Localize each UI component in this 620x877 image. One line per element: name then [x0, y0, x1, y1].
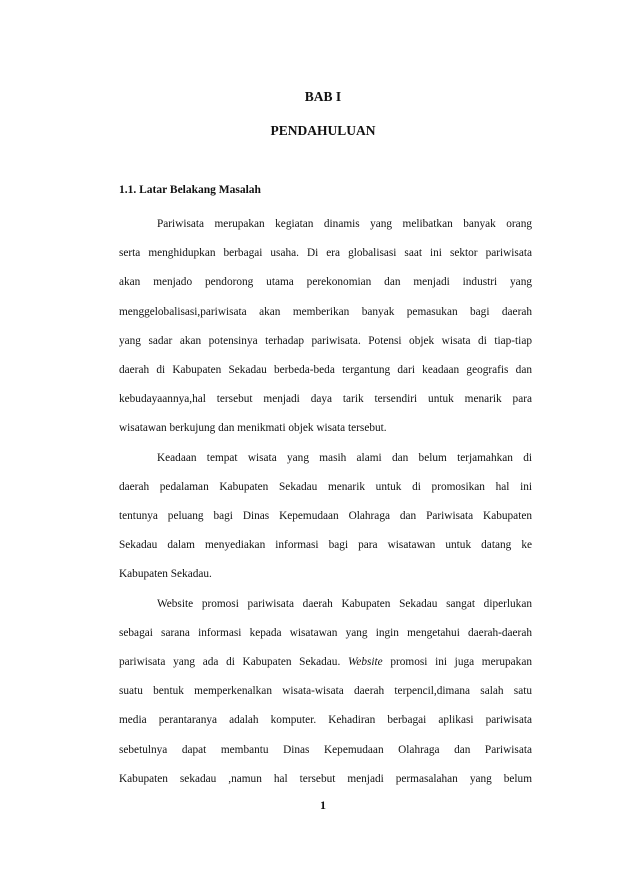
- text-line: Kabupaten Sekadau.: [119, 568, 212, 581]
- text-line: media perantaranya adalah komputer. Kehadiran berbagai aplikasi pariwisata: [119, 714, 532, 727]
- text-line: suatu bentuk memperkenalkan wisata-wisata daerah terpencil,dimana salah satu: [119, 685, 532, 698]
- text-line: menggelobalisasi,pariwisata akan memberikan banyak pemasukan bagi daerah: [119, 305, 532, 318]
- chapter-title: PENDAHULUAN: [270, 123, 376, 138]
- body-text: [119, 210, 532, 794]
- paragraph-3: [119, 590, 532, 794]
- text-line: Website promosi pariwisata daerah Kabupaten Sekadau sangat diperlukan: [157, 597, 532, 610]
- text-line: Kabupaten sekadau ,namun hal tersebut menjadi permasalahan yang belum: [119, 772, 532, 785]
- paragraph-1: [119, 210, 532, 444]
- chapter-number: BAB I: [304, 89, 342, 104]
- text-line: wisatawan berkujung dan menikmati objek wisata tersebut.: [119, 422, 387, 435]
- paragraph-2: [119, 444, 532, 590]
- text-line: kebudayaannya,hal tersebut menjadi daya tarik tersendiri untuk menarik para: [119, 393, 532, 406]
- text-line: serta menghidupkan berbagai usaha. Di era globalisasi saat ini sektor pariwisata: [119, 247, 532, 260]
- text-line: yang sadar akan potensinya terhadap pariwisata. Potensi objek wisata di tiap-tiap: [119, 334, 532, 347]
- text-line: daerah di Kabupaten Sekadau berbeda-beda tergantung dari keadaan geografis dan: [119, 364, 532, 377]
- text-line: Keadaan tempat wisata yang masih alami dan belum terjamahkan di: [157, 451, 532, 464]
- text-line: tentunya peluang bagi Dinas Kepemudaan Olahraga dan Pariwisata Kabupaten: [119, 510, 532, 523]
- text-line: Pariwisata merupakan kegiatan dinamis yang melibatkan banyak orang: [157, 218, 532, 230]
- section-title: 1.1. Latar Belakang Masalah: [119, 184, 261, 196]
- text-line: sebetulnya dapat membantu Dinas Kepemudaan Olahraga dan Pariwisata: [119, 743, 532, 756]
- text-line-with-italic: [119, 648, 532, 677]
- text-fragment: pariwisata yang ada di Kabupaten Sekadau.: [119, 656, 348, 669]
- page-number: 1: [320, 798, 326, 812]
- text-line: akan menjado pendorong utama perekonomian dan menjadi industri yang: [119, 276, 532, 289]
- text-fragment: promosi ini juga merupakan: [382, 656, 532, 669]
- text-line: sebagai sarana informasi kepada wisatawan yang ingin mengetahui daerah-daerah: [119, 626, 532, 639]
- text-line: daerah pedalaman Kabupaten Sekadau menarik untuk di promosikan hal ini: [119, 480, 532, 493]
- text-line: Sekadau dalam menyediakan informasi bagi para wisatawan untuk datang ke: [119, 539, 532, 552]
- italic-word: Website: [347, 656, 383, 669]
